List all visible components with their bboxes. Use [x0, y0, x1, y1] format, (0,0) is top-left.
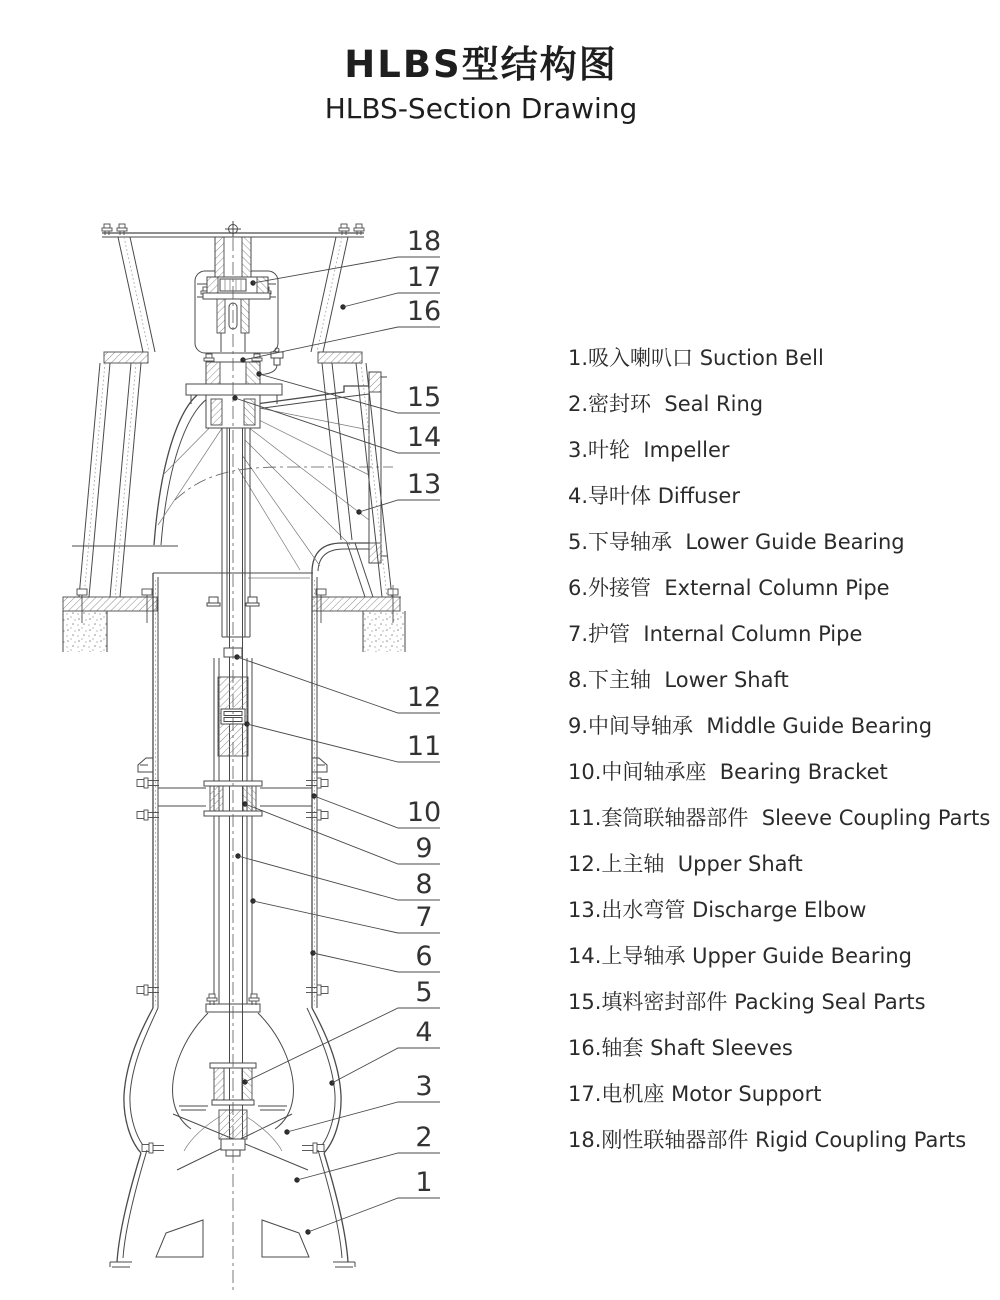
parts-list-item [568, 611, 990, 657]
stool-flange [104, 352, 148, 363]
mounting-plate [186, 384, 282, 395]
page-subtitle: HLBS-Section Drawing [324, 92, 638, 125]
part-label: 17.电机座 Motor Support [568, 1082, 822, 1106]
part-label: 9.中间导轴承 Middle Guide Bearing [568, 714, 933, 738]
callout-number: 6 [415, 941, 433, 972]
part-label: 6.外接管 External Column Pipe [568, 576, 890, 600]
parts-list-item [568, 381, 990, 427]
diffuser-bowl [124, 1008, 341, 1170]
part-label: 16.轴套 Shaft Sleeves [568, 1036, 793, 1060]
callout-number: 1 [415, 1167, 433, 1198]
callout-number: 7 [415, 902, 433, 933]
page-title: HLBS型结构图 [344, 43, 618, 86]
callout-12 [234, 654, 441, 713]
callout-8 [235, 853, 440, 900]
bearing-bracket [158, 781, 312, 816]
callout-number: 12 [406, 682, 442, 713]
foundation-floor [63, 589, 405, 652]
parts-list-item [568, 473, 990, 519]
suction-bell [110, 1150, 355, 1267]
middle-guide-bearing [210, 786, 223, 811]
packing-seal-assembly [186, 348, 283, 428]
callout-number: 18 [406, 226, 442, 257]
callout-number: 9 [415, 833, 433, 864]
callouts [232, 226, 441, 1235]
part-label: 15.填料密封部件 Packing Seal Parts [568, 990, 926, 1014]
parts-list-item [568, 335, 990, 381]
parts-list-item [568, 795, 990, 841]
parts-list-item [568, 841, 990, 887]
callout-number: 2 [415, 1122, 433, 1153]
parts-list-item [568, 1117, 990, 1163]
part-label: 10.中间轴承座 Bearing Bracket [568, 760, 888, 784]
callout-number: 13 [406, 469, 442, 500]
rigid-coupling [203, 221, 270, 352]
shaft-center-mark [225, 221, 241, 237]
part-label: 3.叶轮 Impeller [568, 438, 730, 462]
callout-number: 8 [415, 869, 433, 900]
part-label: 5.下导轴承 Lower Guide Bearing [568, 530, 905, 554]
callout-number: 5 [415, 977, 433, 1008]
part-label: 14.上导轴承 Upper Guide Bearing [568, 944, 912, 968]
parts-list-item [568, 1071, 990, 1117]
parts-list-item [568, 657, 990, 703]
parts-list-item [568, 519, 990, 565]
parts-list-item [568, 565, 990, 611]
parts-list-item [568, 703, 990, 749]
part-label: 4.导叶体 Diffuser [568, 484, 740, 508]
callout-5 [242, 977, 440, 1085]
discharge-elbow [154, 372, 387, 597]
bell-rib [262, 1220, 309, 1257]
parts-list [568, 335, 990, 1163]
parts-list-item [568, 749, 990, 795]
callout-6 [310, 941, 440, 972]
part-label: 8.下主轴 Lower Shaft [568, 668, 789, 692]
callout-number: 14 [406, 422, 442, 453]
parts-list-item [568, 1025, 990, 1071]
parts-list-item [568, 427, 990, 473]
part-label: 1.吸入喇叭口 Suction Bell [568, 346, 824, 370]
parts-list-item [568, 933, 990, 979]
part-label: 18.刚性联轴器部件 Rigid Coupling Parts [568, 1128, 967, 1152]
part-label: 13.出水弯管 Discharge Elbow [568, 898, 867, 922]
callout-7 [250, 898, 440, 933]
callout-11 [244, 721, 441, 762]
parts-list-item [568, 979, 990, 1025]
callout-number: 16 [406, 296, 442, 327]
part-label: 7.护管 Internal Column Pipe [568, 622, 863, 646]
part-label: 2.密封环 Seal Ring [568, 392, 764, 416]
bell-rib [156, 1220, 203, 1257]
callout-number: 15 [406, 382, 442, 413]
callout-number: 3 [415, 1071, 433, 1102]
part-label: 12.上主轴 Upper Shaft [568, 852, 803, 876]
part-label: 11.套筒联轴器部件 Sleeve Coupling Parts [568, 806, 991, 830]
callout-number: 17 [406, 262, 442, 293]
callout-15 [256, 371, 441, 413]
callout-number: 11 [406, 731, 442, 762]
callout-number: 10 [406, 797, 442, 828]
parts-list-item [568, 887, 990, 933]
callout-10 [311, 793, 441, 828]
stool-flange [318, 352, 362, 363]
callout-number: 4 [415, 1017, 433, 1048]
